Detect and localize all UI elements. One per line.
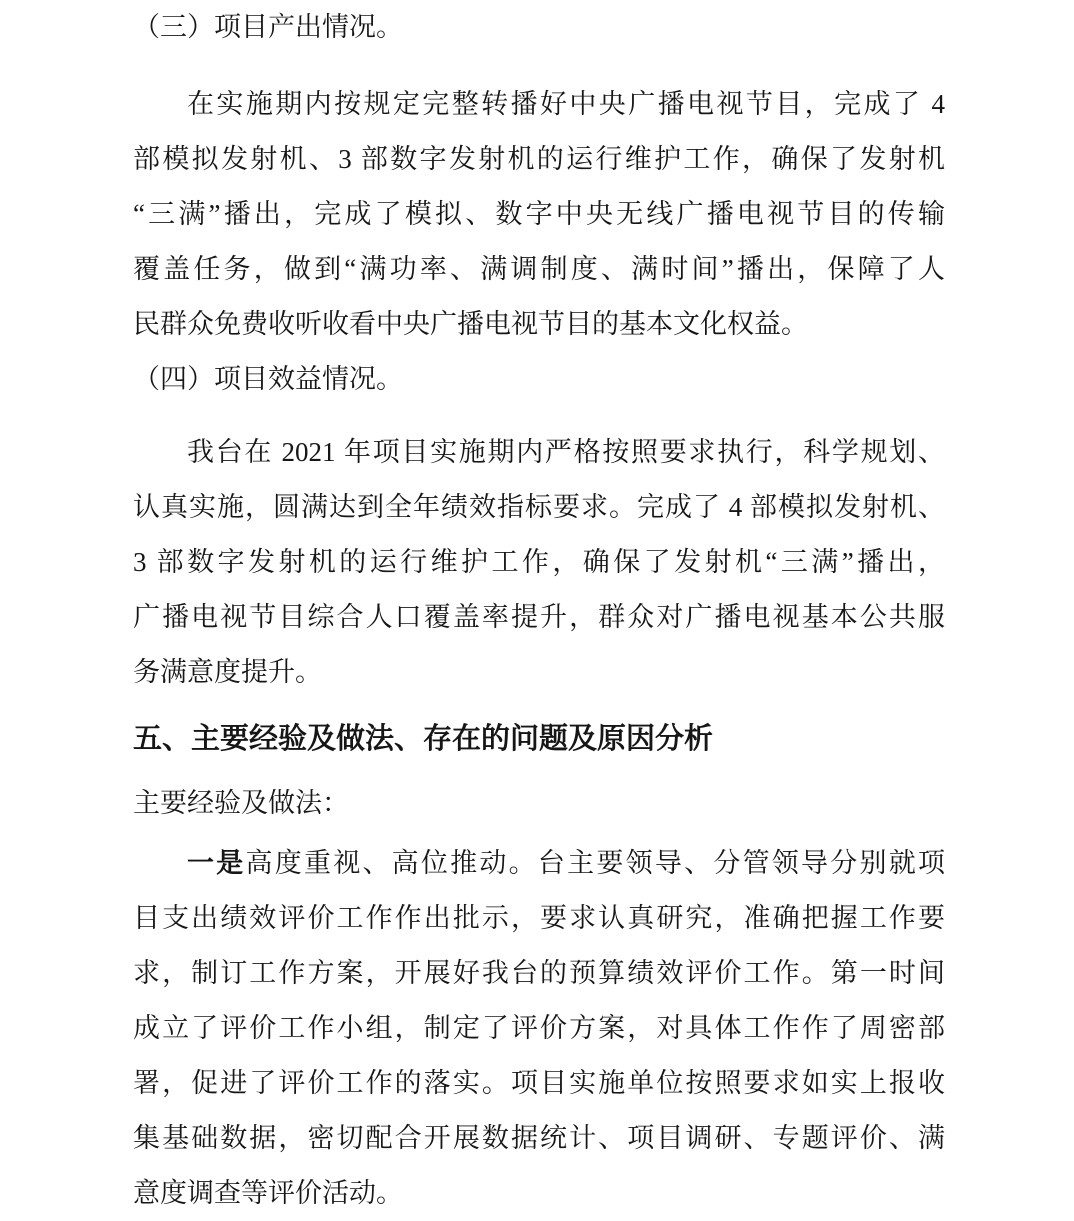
paragraph-line-last: 民群众免费收听收看中央广播电视节目的基本文化权益。	[133, 309, 808, 339]
heading-project-output: （三）项目产出情况。	[133, 12, 403, 42]
paragraph-line: 部模拟发射机、3 部数字发射机的运行维护工作，确保了发射机	[133, 144, 945, 174]
label-main-experience: 主要经验及做法：	[133, 788, 349, 818]
paragraph-line: “三满”播出，完成了模拟、数字中央无线广播电视节目的传输	[133, 199, 945, 229]
paragraph-line	[133, 836, 945, 891]
heading-section-five: 五、主要经验及做法、存在的问题及原因分析	[133, 723, 714, 755]
paragraph-line: 我台在 2021 年项目实施期内严格按照要求执行，科学规划、	[187, 437, 945, 467]
paragraph-line-last: 意度调查等评价活动。	[133, 1178, 403, 1208]
paragraph-line: 认真实施，圆满达到全年绩效指标要求。完成了 4 部模拟发射机、	[133, 492, 945, 522]
paragraph-line-last: 务满意度提升。	[133, 657, 322, 687]
paragraph-line: 3 部数字发射机的运行维护工作，确保了发射机“三满”播出，	[133, 547, 945, 577]
paragraph-line: 署，促进了评价工作的落实。项目实施单位按照要求如实上报收	[133, 1068, 945, 1098]
paragraph-line: 集基础数据，密切配合开展数据统计、项目调研、专题评价、满	[133, 1123, 945, 1153]
paragraph-line: 覆盖任务，做到“满功率、满调制度、满时间”播出，保障了人	[133, 254, 945, 284]
run-emphasis-lead: 一是	[187, 848, 246, 878]
paragraph-line: 在实施期内按规定完整转播好中央广播电视节目，完成了 4	[187, 89, 945, 119]
paragraph-line: 目支出绩效评价工作作出批示，要求认真研究，准确把握工作要	[133, 903, 945, 933]
run-text: 高度重视、高位推动。台主要领导、分管领导分别就项	[245, 848, 946, 878]
heading-project-benefit: （四）项目效益情况。	[133, 364, 403, 394]
paragraph-line: 求，制订工作方案，开展好我台的预算绩效评价工作。第一时间	[133, 958, 945, 988]
paragraph-line: 广播电视节目综合人口覆盖率提升，群众对广播电视基本公共服	[133, 602, 945, 632]
paragraph-line: 成立了评价工作小组，制定了评价方案，对具体工作作了周密部	[133, 1013, 945, 1043]
